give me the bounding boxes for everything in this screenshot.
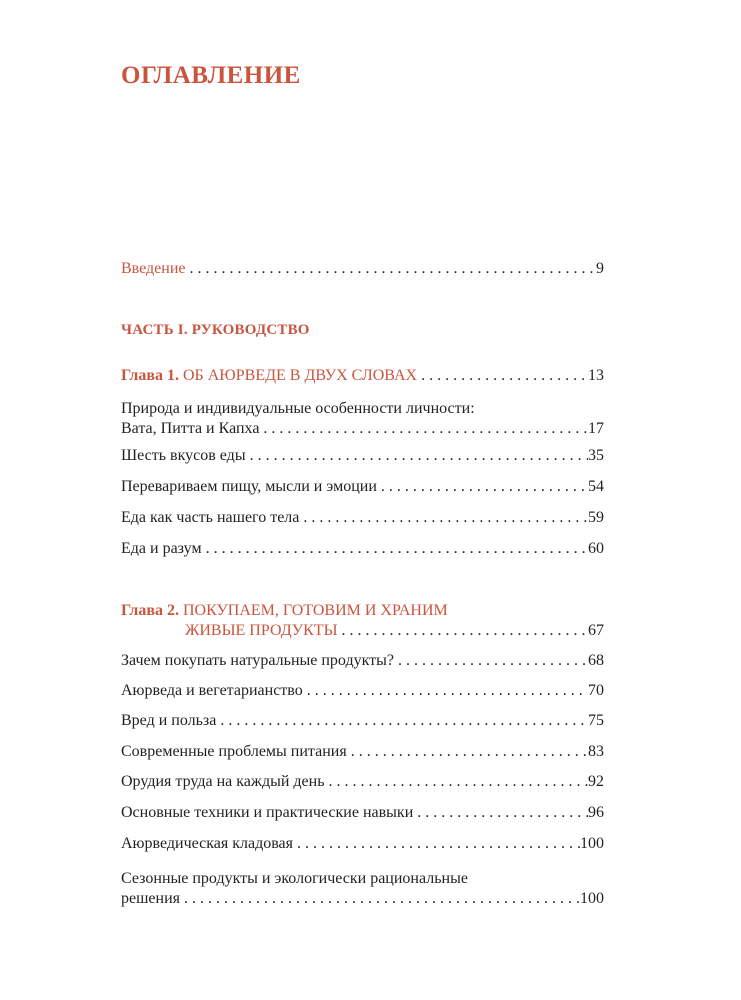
leader-dots: [216, 711, 588, 731]
toc-entry-title: Орудия труда на каждый день: [121, 773, 325, 790]
toc-entry-page: 54: [588, 478, 604, 495]
leader-dots: [417, 366, 588, 386]
chapter-label: Глава 2.: [121, 602, 179, 619]
toc-entry-page: 59: [588, 509, 604, 526]
toc-entry-page: 92: [588, 773, 604, 790]
toc-entry[interactable]: [121, 651, 604, 671]
toc-entry[interactable]: [121, 869, 604, 909]
toc-entry-title-line1: Сезонные продукты и экологически рациональные: [121, 870, 468, 887]
toc-chapter-1[interactable]: [121, 366, 604, 386]
toc-entry-page: 75: [588, 712, 604, 729]
toc-entry-title: решения: [121, 890, 181, 907]
toc-entry-title: Зачем покупать натуральные продукты?: [121, 652, 395, 669]
toc-entry[interactable]: [121, 539, 604, 559]
toc-entry-intro[interactable]: [121, 259, 604, 279]
toc-entry-title: Перевариваем пищу, мысли и эмоции: [121, 478, 377, 495]
part-heading: ЧАСТЬ I. РУКОВОДСТВО: [121, 322, 310, 338]
chapter-title-line2: ЖИВЫЕ ПРОДУКТЫ: [185, 622, 338, 639]
toc-entry-page: 70: [588, 682, 604, 699]
toc-entry-page: 35: [588, 447, 604, 464]
toc-entry[interactable]: [121, 803, 604, 823]
page-title: ОГЛАВЛЕНИЕ: [121, 62, 301, 89]
toc-entry-title: Вред и польза: [121, 712, 217, 729]
toc-entry[interactable]: [121, 508, 604, 528]
leader-dots: [180, 889, 580, 909]
toc-entry-title: Современные проблемы питания: [121, 743, 347, 760]
chapter-title: ОБ АЮРВЕДЕ В ДВУХ СЛОВАХ: [183, 367, 418, 384]
toc-entry-title: Аюрведическая кладовая: [121, 835, 294, 852]
toc-entry-title: Введение: [121, 260, 186, 277]
toc-entry-page: 60: [588, 540, 604, 557]
leader-dots: [303, 681, 588, 701]
toc-entry-page: 96: [588, 804, 604, 821]
chapter-label: Глава 1.: [121, 367, 179, 384]
leader-dots: [394, 651, 588, 671]
toc-entry-page: 13: [588, 367, 604, 384]
toc-entry-title: Еда как часть нашего тела: [121, 509, 300, 526]
toc-entry[interactable]: [121, 711, 604, 731]
toc-entry-title: Шесть вкусов еды: [121, 447, 246, 464]
leader-dots: [338, 621, 588, 641]
leader-dots: [377, 477, 588, 497]
leader-dots: [259, 419, 588, 439]
toc-entry-page: 83: [588, 743, 604, 760]
toc-entry[interactable]: [121, 834, 604, 854]
toc-entry-title-line1: Природа и индивидуальные особенности личности:: [121, 400, 475, 417]
toc-entry[interactable]: [121, 477, 604, 497]
toc-entry-page: 100: [580, 835, 604, 852]
toc-entry-page: 17: [588, 420, 604, 437]
toc-entry-page: 100: [580, 890, 604, 907]
toc-entry-title: Еда и разум: [121, 540, 202, 557]
leader-dots: [299, 508, 588, 528]
toc-entry[interactable]: [121, 772, 604, 792]
toc-entry-page: 9: [596, 260, 604, 277]
toc-entry[interactable]: [121, 742, 604, 762]
toc-entry-page: 68: [588, 652, 604, 669]
leader-dots: [347, 742, 588, 762]
leader-dots: [293, 834, 580, 854]
leader-dots: [246, 446, 588, 466]
toc-entry-title: Основные техники и практические навыки: [121, 804, 414, 821]
leader-dots: [413, 803, 588, 823]
leader-dots: [325, 772, 588, 792]
leader-dots: [202, 539, 588, 559]
leader-dots: [186, 259, 597, 279]
toc-entry-page: 67: [588, 622, 604, 639]
toc-entry[interactable]: [121, 446, 604, 466]
toc-chapter-2[interactable]: [121, 601, 604, 641]
toc-entry-title: Вата, Питта и Капха: [121, 420, 260, 437]
toc-entry-title: Аюрведа и вегетарианство: [121, 682, 303, 699]
chapter-title-line1: ПОКУПАЕМ, ГОТОВИМ И ХРАНИМ: [183, 602, 448, 619]
toc-entry[interactable]: [121, 399, 604, 439]
toc-entry[interactable]: [121, 681, 604, 701]
